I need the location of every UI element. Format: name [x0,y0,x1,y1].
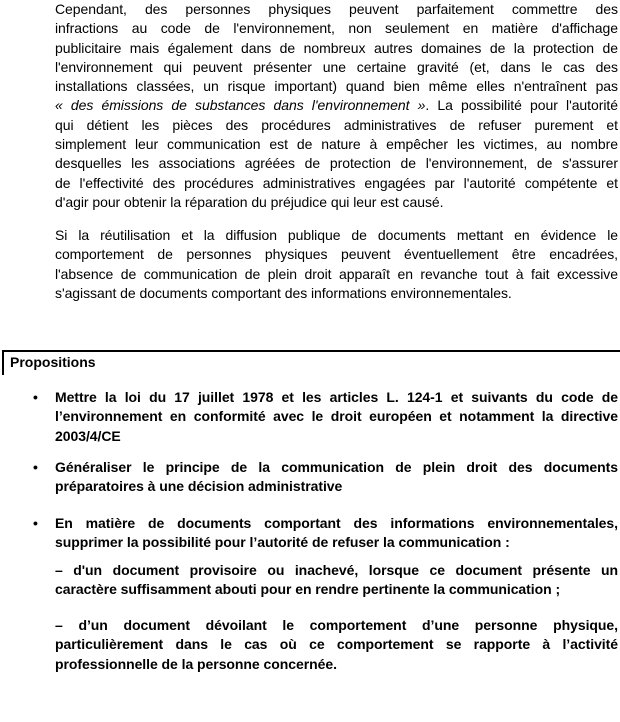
text-line: En matière de documents comportant des informations environnementales, [55,515,618,531]
text-line: supprimer la possibilité pour l’autorité de refuser la communication : [55,534,510,551]
text-line: installations classées, un risque important) quand bien même elles n'entraînent pas [55,78,618,95]
text-line: l'environnement qui peuvent présenter une certaine gravité (et, dans le cas des [55,58,618,75]
body-paragraph-2 [55,226,618,303]
text-line: particulièrement dans le cas où ce comportement se rapporte à l’activité [55,636,618,653]
bullet-text [55,388,618,446]
proposition-sub-item-1 [55,561,618,600]
text-line: Généraliser le principe de la communication de plein droit des documents [55,459,618,475]
propositions-heading: Propositions [2,352,620,375]
text-line: de l'effectivité des procédures administratives engagées par l'autorité compétente et [55,174,618,191]
text-line: préparatoires à une décision administrative [55,478,343,495]
text-line: desquelles les associations agréées de protection de l'environnement, de s'assurer [55,155,618,172]
text-line: professionnelle de la personne concernée. [55,655,337,672]
bullet-text [55,458,618,497]
text-line: caractère suffisamment abouti pour en rendre pertinente la communication ; [55,581,561,598]
proposition-bullet-3 [33,514,618,553]
bullet-text [55,514,618,553]
text-line: l'absence de communication de plein droit apparaît en revanche tout à fait excessive [55,265,618,282]
text-line: publicitaire mais également dans de nombreux autres domaines de la protection de [55,39,618,56]
bullet-icon: • [33,459,38,475]
body-paragraph-1 [55,0,618,212]
proposition-sub-item-2 [55,616,618,674]
text-line: qui détient les pièces des procédures administratives de refuser purement et [55,116,618,133]
italic-quote: « des émissions de substances dans l'environnement » [55,97,426,114]
text-line-with-quote [55,96,618,115]
bullet-icon: • [33,389,38,405]
text-line: – d'un document provisoire ou inachevé, lorsque ce document présente un [55,562,618,578]
text-line: d'agir pour obtenir la réparation du préjudice qui leur est causé. [55,193,444,210]
text-line: simplement leur communication est de nature à empêcher les victimes, au nombre [55,136,618,153]
text-line: Si la réutilisation et la diffusion publique de documents mettant en évidence le [55,227,618,243]
proposition-bullet-2 [33,458,618,497]
proposition-bullet-1 [33,388,618,446]
text-line: – d’un document dévoilant le comportement d’une personne physique, [55,617,618,633]
bullet-icon: • [33,515,38,531]
text-line: Cependant, des personnes physiques peuvent parfaitement commettre des [55,1,618,17]
text-line: comportement de personnes physiques peuvent éventuellement être encadrées, [55,246,618,263]
propositions-section [2,350,620,375]
text-line: s'agissant de documents comportant des informations environnementales. [55,284,512,301]
text-after-quote: . La possibilité pour l'autorité [425,97,618,114]
text-line: infractions au code de l'environnement, non seulement en matière d'affichage [55,20,618,37]
text-line: l’environnement en conformité avec le droit européen et notamment la directive [55,408,618,425]
text-line: 2003/4/CE [55,427,121,444]
text-line: Mettre la loi du 17 juillet 1978 et les articles L. 124-1 et suivants du code de [55,389,618,405]
